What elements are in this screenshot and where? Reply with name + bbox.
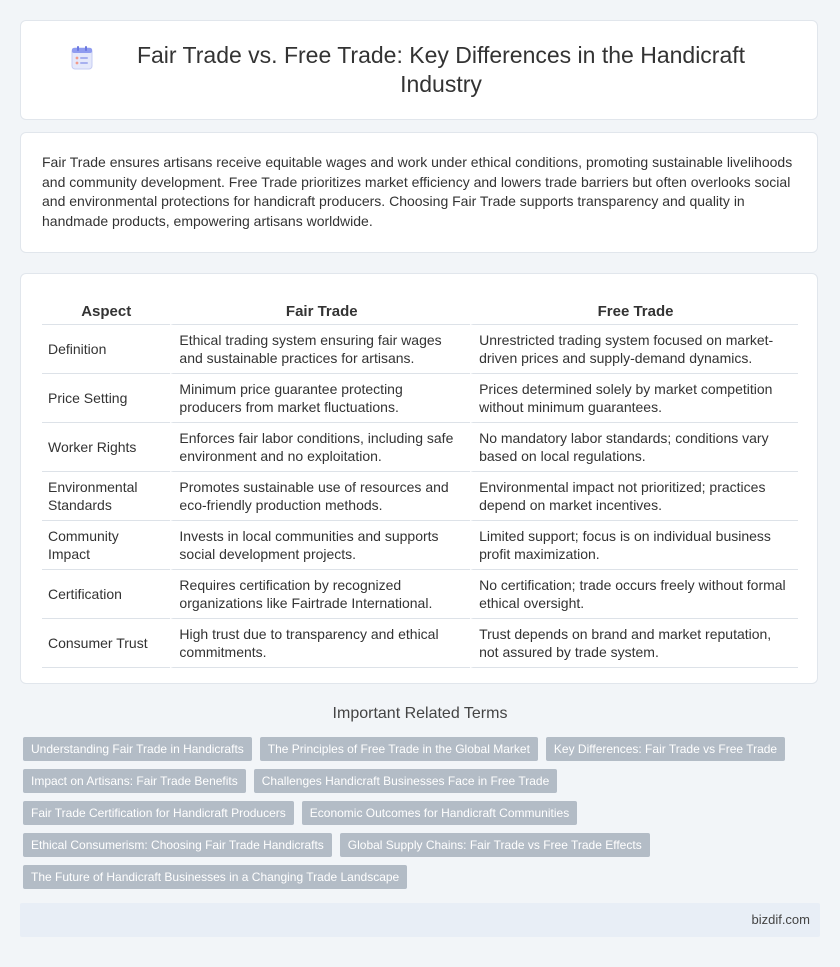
table-row (42, 472, 798, 521)
cell-fair-trade: High trust due to transparency and ethical commitments. (170, 619, 470, 668)
cell-free-trade: Prices determined solely by market competition without minimum guarantees. (470, 374, 798, 423)
tag-row (23, 833, 813, 857)
related-term-link[interactable]: Global Supply Chains: Fair Trade vs Free Trade Effects (340, 833, 650, 857)
table-row (42, 374, 798, 423)
tag-row (23, 737, 813, 761)
table-row (42, 619, 798, 668)
related-terms-title: Important Related Terms (332, 705, 508, 722)
comparison-card (20, 273, 818, 684)
cell-aspect: Certification (42, 570, 170, 619)
cell-aspect: Consumer Trust (42, 619, 170, 668)
related-terms-list (23, 737, 813, 897)
cell-fair-trade: Enforces fair labor conditions, including safe environment and no exploitation. (170, 423, 470, 472)
comparison-table (42, 292, 798, 668)
table-row (42, 521, 798, 570)
cell-free-trade: Unrestricted trading system focused on market-driven prices and supply-demand dynamics. (470, 325, 798, 374)
related-term-link[interactable]: Ethical Consumerism: Choosing Fair Trade Handicrafts (23, 833, 332, 857)
cell-aspect: Worker Rights (42, 423, 170, 472)
cell-fair-trade: Invests in local communities and supports social development projects. (170, 521, 470, 570)
intro-card (20, 132, 818, 253)
cell-free-trade: Limited support; focus is on individual business profit maximization. (470, 521, 798, 570)
cell-fair-trade: Promotes sustainable use of resources and eco-friendly production methods. (170, 472, 470, 521)
related-term-link[interactable]: The Principles of Free Trade in the Global Market (260, 737, 538, 761)
intro-paragraph: Fair Trade ensures artisans receive equitable wages and work under ethical conditions, promoting sustainable livelihoods and community development. Free Trade prioritizes market efficiency and lowers trade barriers but often overlooks social and environmental protections for handicraft producers. Choosing Fair Trade supports transparency and quality in handmade products, empowering artisans worldwide. (42, 154, 793, 229)
document-list-icon (69, 45, 95, 71)
tag-row (23, 769, 813, 793)
header-card (20, 20, 818, 120)
header-free-trade: Free Trade (470, 292, 798, 325)
related-term-link[interactable]: Economic Outcomes for Handicraft Communities (302, 801, 577, 825)
table-header-row (42, 292, 798, 325)
related-term-link[interactable]: Fair Trade Certification for Handicraft Producers (23, 801, 294, 825)
cell-aspect: Environmental Standards (42, 472, 170, 521)
cell-aspect: Definition (42, 325, 170, 374)
related-term-link[interactable]: Challenges Handicraft Businesses Face in Free Trade (254, 769, 557, 793)
tag-row (23, 865, 813, 889)
title-wrap (69, 41, 769, 99)
footer (20, 903, 820, 937)
header-fair-trade: Fair Trade (170, 292, 470, 325)
cell-aspect: Community Impact (42, 521, 170, 570)
header-aspect: Aspect (42, 292, 170, 325)
cell-free-trade: No mandatory labor standards; conditions vary based on local regulations. (470, 423, 798, 472)
table-row (42, 423, 798, 472)
related-term-link[interactable]: The Future of Handicraft Businesses in a Changing Trade Landscape (23, 865, 407, 889)
cell-fair-trade: Requires certification by recognized organizations like Fairtrade International. (170, 570, 470, 619)
cell-fair-trade: Ethical trading system ensuring fair wages and sustainable practices for artisans. (170, 325, 470, 374)
page-title: Fair Trade vs. Free Trade: Key Differences in the Handicraft Industry (136, 42, 746, 97)
related-term-link[interactable]: Impact on Artisans: Fair Trade Benefits (23, 769, 246, 793)
cell-aspect: Price Setting (42, 374, 170, 423)
cell-fair-trade: Minimum price guarantee protecting producers from market fluctuations. (170, 374, 470, 423)
related-term-link[interactable]: Understanding Fair Trade in Handicrafts (23, 737, 252, 761)
related-term-link[interactable]: Key Differences: Fair Trade vs Free Trade (546, 737, 785, 761)
table-row (42, 570, 798, 619)
cell-free-trade: No certification; trade occurs freely without formal ethical oversight. (470, 570, 798, 619)
cell-free-trade: Environmental impact not prioritized; practices depend on market incentives. (470, 472, 798, 521)
cell-free-trade: Trust depends on brand and market reputation, not assured by trade system. (470, 619, 798, 668)
tag-row (23, 801, 813, 825)
table-row (42, 325, 798, 374)
footer-site-name[interactable]: bizdif.com (751, 912, 810, 927)
